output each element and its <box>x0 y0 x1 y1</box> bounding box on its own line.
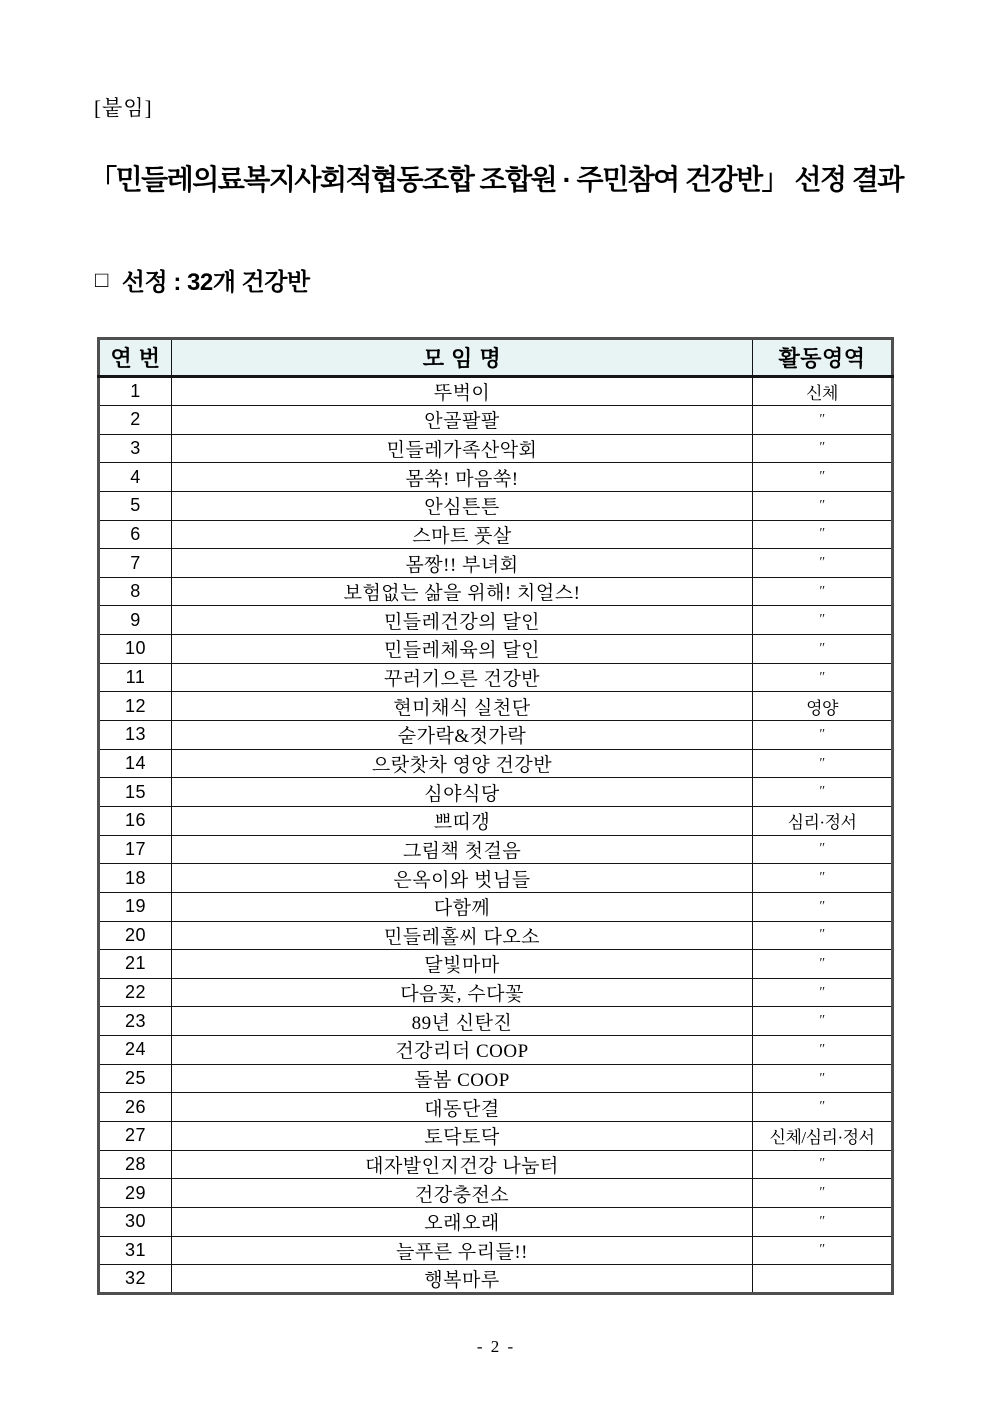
cell-group-name: 민들레건강의 달인 <box>172 606 753 635</box>
table-row <box>99 1007 893 1036</box>
table-row <box>99 1064 893 1093</box>
cell-activity-area: ″ <box>753 1207 893 1236</box>
cell-group-name: 89년 신탄진 <box>172 1007 753 1036</box>
table-row <box>99 978 893 1007</box>
cell-group-name: 민들레홀씨 다오소 <box>172 921 753 950</box>
cell-group-name: 민들레체육의 달인 <box>172 635 753 664</box>
table-row <box>99 921 893 950</box>
cell-number: 8 <box>99 577 172 606</box>
table-row <box>99 549 893 578</box>
cell-number: 15 <box>99 778 172 807</box>
table-row <box>99 1179 893 1208</box>
table-row <box>99 892 893 921</box>
cell-activity-area: ″ <box>753 1236 893 1265</box>
cell-group-name: 돌봄 COOP <box>172 1064 753 1093</box>
cell-number: 19 <box>99 892 172 921</box>
cell-group-name: 오래오래 <box>172 1207 753 1236</box>
cell-number: 31 <box>99 1236 172 1265</box>
cell-activity-area: ″ <box>753 635 893 664</box>
table-row <box>99 1122 893 1151</box>
table-row <box>99 606 893 635</box>
cell-activity-area: ″ <box>753 921 893 950</box>
cell-number: 6 <box>99 520 172 549</box>
cell-activity-area: ″ <box>753 1150 893 1179</box>
cell-group-name: 늘푸른 우리들!! <box>172 1236 753 1265</box>
cell-activity-area: ″ <box>753 778 893 807</box>
column-header-activity-area: 활동영역 <box>753 339 893 377</box>
cell-activity-area: ″ <box>753 406 893 435</box>
cell-group-name: 그림책 첫걸음 <box>172 835 753 864</box>
cell-activity-area: ″ <box>753 549 893 578</box>
cell-number: 11 <box>99 663 172 692</box>
cell-activity-area: 심리·정서 <box>753 806 893 835</box>
table-row <box>99 1265 893 1294</box>
cell-number: 26 <box>99 1093 172 1122</box>
table-row <box>99 635 893 664</box>
cell-number: 10 <box>99 635 172 664</box>
cell-group-name: 달빛마마 <box>172 950 753 979</box>
table-row <box>99 950 893 979</box>
cell-group-name: 숟가락&젓가락 <box>172 721 753 750</box>
cell-activity-area: ″ <box>753 950 893 979</box>
cell-number: 17 <box>99 835 172 864</box>
cell-group-name: 현미채식 실천단 <box>172 692 753 721</box>
cell-activity-area: ″ <box>753 864 893 893</box>
cell-activity-area: ″ <box>753 835 893 864</box>
table-row <box>99 778 893 807</box>
table-row <box>99 663 893 692</box>
table-row <box>99 1236 893 1265</box>
cell-activity-area: ″ <box>753 1036 893 1065</box>
cell-group-name: 은옥이와 벗님들 <box>172 864 753 893</box>
cell-activity-area: ″ <box>753 1064 893 1093</box>
cell-activity-area: ″ <box>753 520 893 549</box>
table-row <box>99 491 893 520</box>
cell-activity-area: 영양 <box>753 692 893 721</box>
cell-number: 25 <box>99 1064 172 1093</box>
table-row <box>99 721 893 750</box>
selection-table <box>97 337 894 1295</box>
cell-group-name: 꾸러기으른 건강반 <box>172 663 753 692</box>
cell-group-name: 심야식당 <box>172 778 753 807</box>
cell-group-name: 토닥토닥 <box>172 1122 753 1151</box>
cell-number: 5 <box>99 491 172 520</box>
table-row <box>99 1207 893 1236</box>
cell-activity-area: ″ <box>753 978 893 1007</box>
cell-activity-area: ″ <box>753 749 893 778</box>
cell-number: 20 <box>99 921 172 950</box>
cell-group-name: 건강충전소 <box>172 1179 753 1208</box>
table-row <box>99 835 893 864</box>
cell-number: 23 <box>99 1007 172 1036</box>
cell-activity-area <box>753 1265 893 1294</box>
table-row <box>99 434 893 463</box>
cell-number: 27 <box>99 1122 172 1151</box>
table-row <box>99 1093 893 1122</box>
cell-number: 3 <box>99 434 172 463</box>
cell-group-name: 뚜벅이 <box>172 377 753 406</box>
cell-group-name: 보험없는 삶을 위해! 치얼스! <box>172 577 753 606</box>
cell-number: 30 <box>99 1207 172 1236</box>
cell-group-name: 대동단결 <box>172 1093 753 1122</box>
page-number: - 2 - <box>476 1337 516 1356</box>
cell-group-name: 스마트 풋살 <box>172 520 753 549</box>
cell-number: 9 <box>99 606 172 635</box>
page-title: 「민들레의료복지사회적협동조합 조합원 · 주민참여 건강반」 선정 결과 <box>89 164 903 195</box>
cell-activity-area: ″ <box>753 1093 893 1122</box>
selection-summary-text: 선정 : 32개 건강반 <box>121 269 310 296</box>
cell-activity-area: 신체/심리·정서 <box>753 1122 893 1151</box>
cell-activity-area: 신체 <box>753 377 893 406</box>
cell-group-name: 몸쑥! 마음쑥! <box>172 463 753 492</box>
cell-group-name: 으랏찻차 영양 건강반 <box>172 749 753 778</box>
cell-group-name: 대자발인지건강 나눔터 <box>172 1150 753 1179</box>
cell-activity-area: ″ <box>753 606 893 635</box>
cell-group-name: 쁘띠갱 <box>172 806 753 835</box>
cell-group-name: 다음꽃, 수다꽃 <box>172 978 753 1007</box>
cell-group-name: 몸짱!! 부녀회 <box>172 549 753 578</box>
cell-number: 7 <box>99 549 172 578</box>
cell-group-name: 행복마루 <box>172 1265 753 1294</box>
table-row <box>99 1036 893 1065</box>
square-bullet-icon: □ <box>95 266 108 292</box>
cell-number: 18 <box>99 864 172 893</box>
cell-number: 14 <box>99 749 172 778</box>
cell-group-name: 민들레가족산악회 <box>172 434 753 463</box>
cell-activity-area: ″ <box>753 577 893 606</box>
cell-number: 24 <box>99 1036 172 1065</box>
cell-number: 22 <box>99 978 172 1007</box>
table-row <box>99 520 893 549</box>
column-header-number: 연 번 <box>99 339 172 377</box>
cell-number: 1 <box>99 377 172 406</box>
cell-group-name: 다함께 <box>172 892 753 921</box>
cell-number: 32 <box>99 1265 172 1294</box>
cell-number: 2 <box>99 406 172 435</box>
cell-activity-area: ″ <box>753 892 893 921</box>
table-header-row <box>99 339 893 377</box>
cell-number: 21 <box>99 950 172 979</box>
cell-activity-area: ″ <box>753 721 893 750</box>
table-row <box>99 692 893 721</box>
column-header-group-name: 모 임 명 <box>172 339 753 377</box>
cell-number: 4 <box>99 463 172 492</box>
cell-activity-area: ″ <box>753 663 893 692</box>
cell-activity-area: ″ <box>753 463 893 492</box>
table-row <box>99 806 893 835</box>
table-row <box>99 749 893 778</box>
selection-summary <box>95 262 310 297</box>
cell-activity-area: ″ <box>753 491 893 520</box>
cell-group-name: 안골팔팔 <box>172 406 753 435</box>
cell-number: 29 <box>99 1179 172 1208</box>
cell-activity-area: ″ <box>753 1007 893 1036</box>
cell-number: 16 <box>99 806 172 835</box>
cell-group-name: 안심튼튼 <box>172 491 753 520</box>
cell-number: 12 <box>99 692 172 721</box>
cell-activity-area: ″ <box>753 434 893 463</box>
table-row <box>99 864 893 893</box>
cell-number: 28 <box>99 1150 172 1179</box>
table-row <box>99 463 893 492</box>
table-row <box>99 377 893 406</box>
table-row <box>99 577 893 606</box>
table-row <box>99 1150 893 1179</box>
cell-activity-area: ″ <box>753 1179 893 1208</box>
cell-number: 13 <box>99 721 172 750</box>
table-row <box>99 406 893 435</box>
attachment-label: [붙임] <box>94 96 153 120</box>
cell-group-name: 건강리더 COOP <box>172 1036 753 1065</box>
